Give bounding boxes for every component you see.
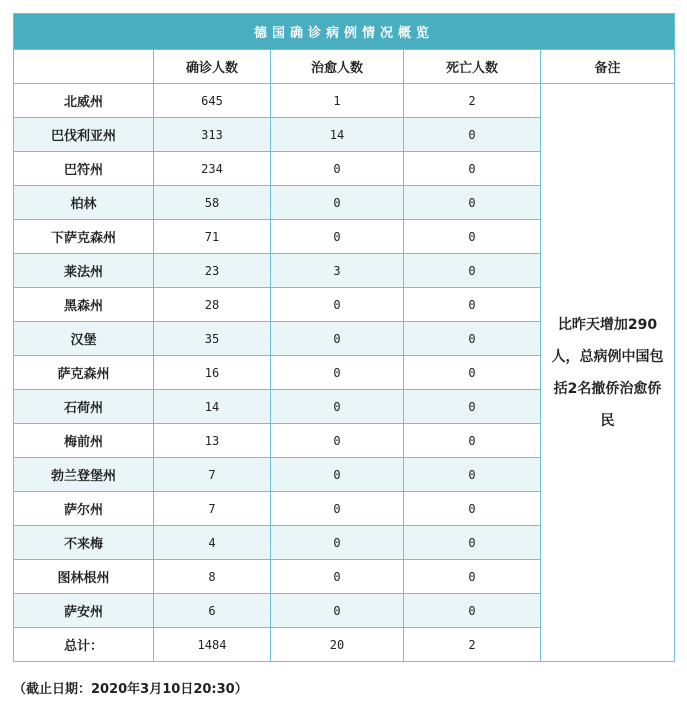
cured-cell: 0 xyxy=(271,526,404,560)
germany-cases-table xyxy=(13,13,675,662)
confirmed-cell: 13 xyxy=(154,424,271,458)
header-note: 备注 xyxy=(541,50,675,84)
table-body xyxy=(14,84,675,662)
deaths-cell: 0 xyxy=(404,118,541,152)
table-row xyxy=(14,84,675,118)
deaths-cell: 0 xyxy=(404,220,541,254)
total-deaths: 2 xyxy=(404,628,541,662)
confirmed-cell: 14 xyxy=(154,390,271,424)
region-cell: 勃兰登堡州 xyxy=(14,458,154,492)
header-confirmed: 确诊人数 xyxy=(154,50,271,84)
cured-cell: 0 xyxy=(271,220,404,254)
region-cell: 萨克森州 xyxy=(14,356,154,390)
cutoff-date-footer: （截止日期：2020年3月10日20:30） xyxy=(13,682,248,697)
cured-cell: 0 xyxy=(271,492,404,526)
region-cell: 石荷州 xyxy=(14,390,154,424)
cured-cell: 0 xyxy=(271,424,404,458)
deaths-cell: 0 xyxy=(404,492,541,526)
confirmed-cell: 71 xyxy=(154,220,271,254)
deaths-cell: 0 xyxy=(404,152,541,186)
cured-cell: 1 xyxy=(271,84,404,118)
cured-cell: 0 xyxy=(271,186,404,220)
region-cell: 梅前州 xyxy=(14,424,154,458)
region-cell: 莱法州 xyxy=(14,254,154,288)
deaths-cell: 0 xyxy=(404,458,541,492)
deaths-cell: 2 xyxy=(404,84,541,118)
deaths-cell: 0 xyxy=(404,322,541,356)
confirmed-cell: 23 xyxy=(154,254,271,288)
total-confirmed: 1484 xyxy=(154,628,271,662)
total-cured: 20 xyxy=(271,628,404,662)
region-cell: 巴符州 xyxy=(14,152,154,186)
confirmed-cell: 58 xyxy=(154,186,271,220)
deaths-cell: 0 xyxy=(404,254,541,288)
confirmed-cell: 8 xyxy=(154,560,271,594)
cured-cell: 3 xyxy=(271,254,404,288)
cured-cell: 0 xyxy=(271,458,404,492)
region-cell: 汉堡 xyxy=(14,322,154,356)
region-cell: 黑森州 xyxy=(14,288,154,322)
region-cell: 柏林 xyxy=(14,186,154,220)
confirmed-cell: 234 xyxy=(154,152,271,186)
deaths-cell: 0 xyxy=(404,288,541,322)
deaths-cell: 0 xyxy=(404,526,541,560)
deaths-cell: 0 xyxy=(404,594,541,628)
table-title: 德国确诊病例情况概览 xyxy=(14,14,675,50)
confirmed-cell: 645 xyxy=(154,84,271,118)
deaths-cell: 0 xyxy=(404,186,541,220)
deaths-cell: 0 xyxy=(404,424,541,458)
deaths-cell: 0 xyxy=(404,560,541,594)
confirmed-cell: 6 xyxy=(154,594,271,628)
cured-cell: 0 xyxy=(271,288,404,322)
confirmed-cell: 313 xyxy=(154,118,271,152)
cured-cell: 0 xyxy=(271,356,404,390)
header-deaths: 死亡人数 xyxy=(404,50,541,84)
note-cell: 比昨天增加290人，总病例中国包括2名撤侨治愈侨民 xyxy=(541,84,675,662)
cured-cell: 0 xyxy=(271,322,404,356)
confirmed-cell: 7 xyxy=(154,492,271,526)
stats-table-container xyxy=(13,13,674,662)
confirmed-cell: 28 xyxy=(154,288,271,322)
header-region xyxy=(14,50,154,84)
confirmed-cell: 35 xyxy=(154,322,271,356)
confirmed-cell: 16 xyxy=(154,356,271,390)
cured-cell: 0 xyxy=(271,390,404,424)
header-cured: 治愈人数 xyxy=(271,50,404,84)
region-cell: 下萨克森州 xyxy=(14,220,154,254)
total-label: 总计： xyxy=(14,628,154,662)
deaths-cell: 0 xyxy=(404,390,541,424)
region-cell: 萨安州 xyxy=(14,594,154,628)
cured-cell: 14 xyxy=(271,118,404,152)
region-cell: 图林根州 xyxy=(14,560,154,594)
region-cell: 萨尔州 xyxy=(14,492,154,526)
deaths-cell: 0 xyxy=(404,356,541,390)
confirmed-cell: 7 xyxy=(154,458,271,492)
header-row xyxy=(14,50,675,84)
region-cell: 巴伐利亚州 xyxy=(14,118,154,152)
cured-cell: 0 xyxy=(271,594,404,628)
region-cell: 北威州 xyxy=(14,84,154,118)
confirmed-cell: 4 xyxy=(154,526,271,560)
cured-cell: 0 xyxy=(271,560,404,594)
region-cell: 不来梅 xyxy=(14,526,154,560)
cured-cell: 0 xyxy=(271,152,404,186)
